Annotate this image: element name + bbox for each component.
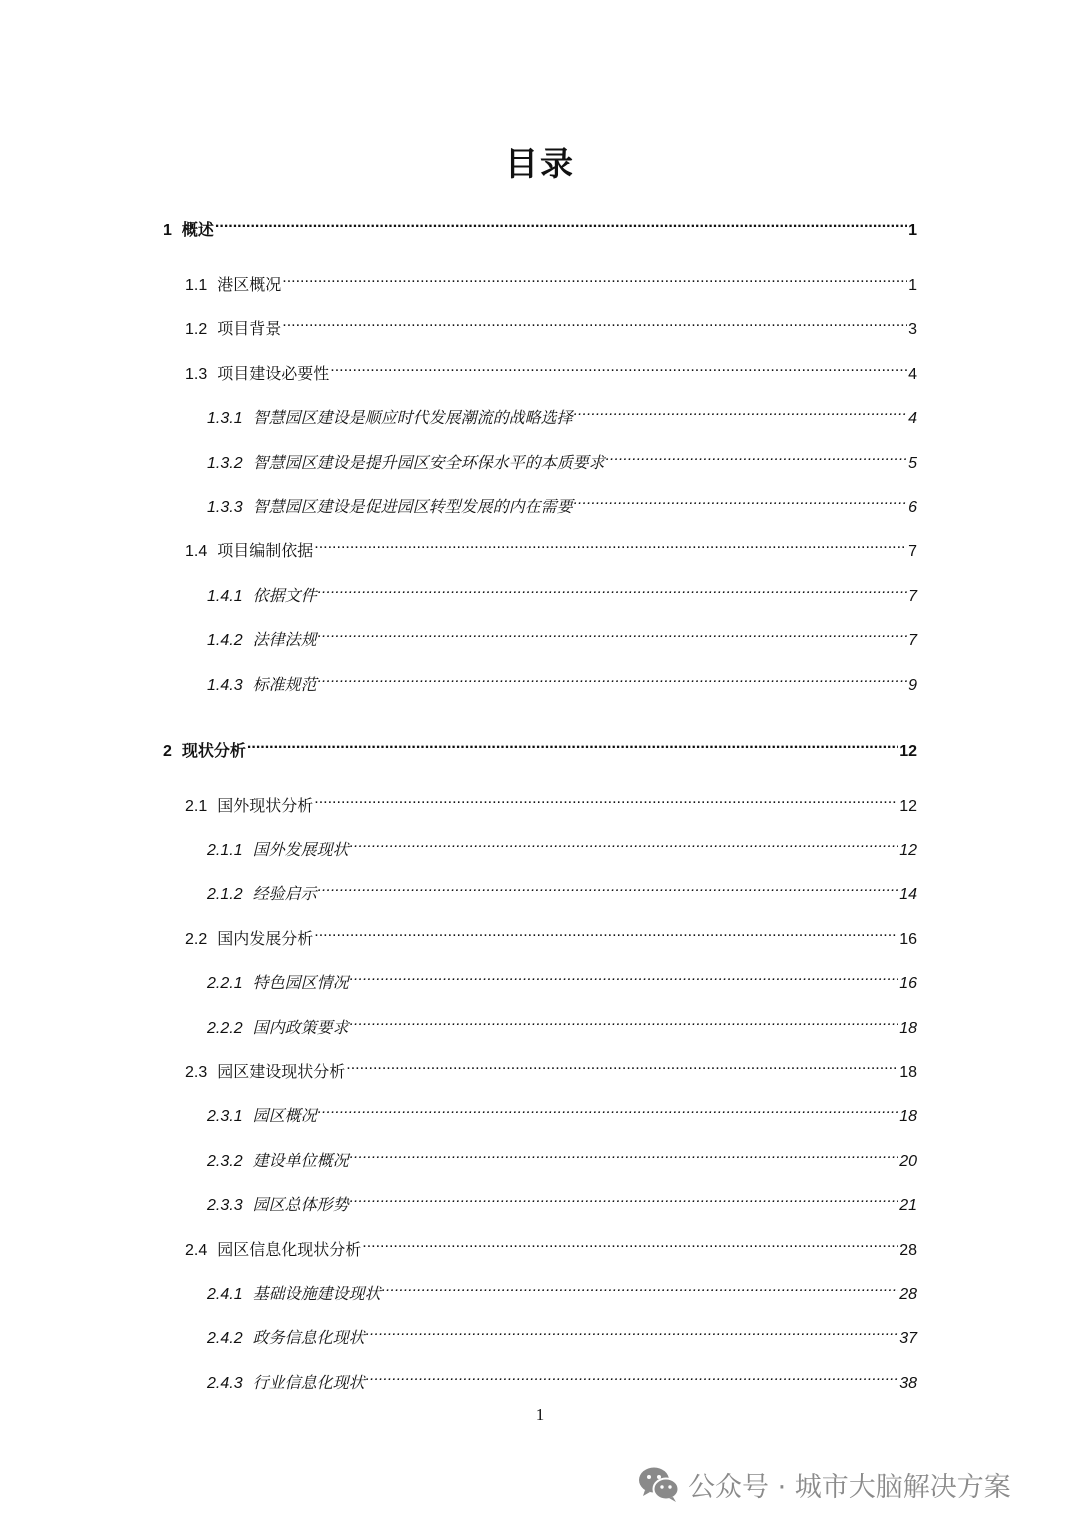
toc-dot-leader [350,1186,899,1210]
toc-entry-page: 16 [899,975,917,993]
toc-entry-text: 园区建设现状分析 [217,1064,346,1081]
toc-dot-leader [362,1231,898,1255]
toc-entry-number: 2.4.1 [207,1286,243,1303]
toc-entry[interactable] [207,875,917,904]
toc-entry-page: 12 [899,842,917,859]
toc-entry[interactable] [207,1097,917,1126]
toc-entry[interactable] [207,964,917,993]
toc-entry-text: 项目背景 [217,321,282,339]
toc-title: 目录 [505,144,575,183]
toc-entry-page: 28 [899,1286,917,1303]
toc-entry-text: 行业信息化现状 [252,1374,365,1392]
toc-entry-page: 4 [908,410,917,428]
toc-entry-text: 项目建设必要性 [217,365,330,383]
toc-dot-leader [314,532,907,556]
toc-entry-text: 建设单位概况 [252,1152,349,1170]
toc-entry[interactable] [163,732,917,760]
toc-entry-page: 21 [899,1197,917,1215]
toc-dot-leader [282,310,907,334]
toc-entry-number: 2.4 [185,1241,208,1259]
toc-entry-page: 14 [899,886,917,904]
toc-entry[interactable] [207,488,917,516]
toc-entry-number: 2.1.1 [207,842,243,859]
toc-entry[interactable] [207,1364,917,1392]
toc-entry-text: 国外现状分析 [217,797,314,815]
toc-entry-page: 37 [899,1330,917,1348]
toc-entry[interactable] [207,1319,917,1348]
toc-entry[interactable] [207,621,917,650]
toc-dot-leader [366,1319,899,1343]
toc-entry-text: 智慧园区建设是提升园区安全环保水平的本质要求 [252,454,605,472]
toc-entry-number: 2.3 [185,1064,208,1081]
toc-entry-page: 18 [899,1019,917,1037]
toc-entry-number: 1.4.3 [207,676,243,694]
toc-entry-text: 园区概况 [252,1108,317,1126]
toc-entry-number: 2.3.3 [207,1197,243,1215]
toc-dot-leader [350,964,899,988]
toc-entry-text: 政务信息化现状 [252,1330,365,1348]
watermark-text: 公众号 · 城市大脑解决方案 [688,1471,1011,1503]
toc-entry[interactable] [207,577,917,605]
toc-entry-page: 1 [908,222,917,239]
toc-entry[interactable] [207,1186,917,1215]
toc-entry-text: 国外发展现状 [252,842,349,859]
toc-dot-leader [574,488,907,512]
toc-dot-leader [350,831,899,855]
toc-entry[interactable] [185,532,917,561]
toc-entry-number: 1.3 [185,365,208,383]
toc-dot-leader [346,1053,898,1077]
toc-entry-number: 1.2 [185,321,208,339]
toc-dot-leader [318,577,907,601]
toc-dot-leader [282,266,907,290]
wechat-icon [636,1463,682,1505]
toc-entry-page: 12 [899,742,917,760]
toc-entry-text: 现状分析 [181,742,246,760]
toc-entry-text: 经验启示 [252,886,317,904]
toc-entry-text: 基础设施建设现状 [252,1286,381,1303]
toc-dot-leader [318,1097,899,1121]
toc-entry-text: 国内政策要求 [252,1019,349,1037]
toc-entry-text: 港区概况 [217,277,282,294]
toc-entry-number: 2.3.2 [207,1152,243,1170]
toc-entry[interactable] [207,831,917,859]
toc-dot-leader [574,399,907,423]
toc-entry[interactable] [185,1231,917,1259]
page-number: 1 [535,1405,545,1424]
toc-entry-text: 特色园区情况 [252,975,349,993]
toc-entry-number: 2 [163,742,172,760]
toc-dot-leader [314,787,898,811]
toc-entry-page: 1 [908,277,917,294]
toc-entry-page: 18 [899,1108,917,1126]
toc-entry-number: 2.2 [185,930,208,948]
toc-dot-leader [314,920,898,944]
toc-entry-text: 标准规范 [252,676,317,694]
toc-entry-text: 项目编制依据 [217,543,314,561]
toc-entry-page: 12 [899,797,917,815]
toc-dot-leader [318,666,907,690]
toc-entry-number: 1.4 [185,543,208,561]
toc-dot-leader [350,1009,899,1033]
toc-entry[interactable] [207,1009,917,1037]
toc-entry-number: 2.4.2 [207,1330,243,1348]
toc-entry-page: 3 [908,321,917,339]
toc-dot-leader [318,875,899,899]
toc-entry-number: 2.3.1 [207,1108,243,1126]
toc-entry[interactable] [185,1053,917,1081]
toc-entry[interactable] [207,444,917,472]
toc-entry-number: 1.3.2 [207,454,243,472]
toc-entry-number: 2.2.1 [207,975,243,993]
toc-entry[interactable] [185,920,917,948]
toc-dot-leader [318,621,907,645]
toc-entry-page: 7 [908,587,917,605]
toc-entry[interactable] [185,787,917,815]
toc-entry-number: 1 [163,222,172,239]
toc-entry-page: 18 [899,1064,917,1081]
toc-dot-leader [215,211,907,235]
toc-entry-page: 28 [899,1241,917,1259]
toc-entry-text: 法律法规 [252,632,317,650]
toc-dot-leader [606,444,907,468]
toc-entry-number: 2.4.3 [207,1374,243,1392]
toc-entry-page: 38 [899,1374,917,1392]
toc-entry-page: 7 [908,632,917,650]
toc-entry-number: 1.1 [185,277,208,294]
toc-entry[interactable] [185,355,917,383]
toc-dot-leader [366,1364,899,1388]
toc-entry-number: 1.4.2 [207,632,243,650]
toc-entry-text: 智慧园区建设是顺应时代发展潮流的战略选择 [252,410,573,428]
toc-entry-number: 2.2.2 [207,1019,243,1037]
toc-entry[interactable] [207,666,917,694]
toc-entry[interactable] [185,266,917,294]
toc-entry[interactable] [207,1275,917,1303]
toc-entry[interactable] [207,1142,917,1170]
watermark [636,1463,1011,1505]
toc-entry-page: 7 [908,543,917,561]
toc-dot-leader [247,732,898,756]
toc-entry-page: 20 [899,1152,917,1170]
toc-entry-text: 国内发展分析 [217,930,314,948]
toc-entry[interactable] [163,211,917,239]
toc-entry-page: 16 [899,930,917,948]
toc-entry-text: 智慧园区建设是促进园区转型发展的内在需要 [252,499,573,516]
toc-entry-text: 依据文件 [252,587,317,605]
toc-entry-number: 1.4.1 [207,587,243,605]
toc-entry-number: 2.1 [185,797,208,815]
toc-dot-leader [350,1142,899,1166]
toc-entry-page: 9 [908,676,917,694]
toc-entry-page: 4 [908,365,917,383]
toc-entry-text: 园区总体形势 [252,1197,349,1215]
toc-entry[interactable] [185,310,917,339]
toc-dot-leader [330,355,907,379]
toc-entry-number: 2.1.2 [207,886,243,904]
toc-entry-text: 园区信息化现状分析 [217,1241,362,1259]
toc-entry-number: 1.3.1 [207,410,243,428]
toc-entry[interactable] [207,399,917,428]
toc-entry-page: 6 [908,499,917,516]
toc-entry-page: 5 [908,454,917,472]
toc-entry-number: 1.3.3 [207,499,243,516]
toc-dot-leader [382,1275,899,1299]
toc-entry-text: 概述 [181,222,214,239]
